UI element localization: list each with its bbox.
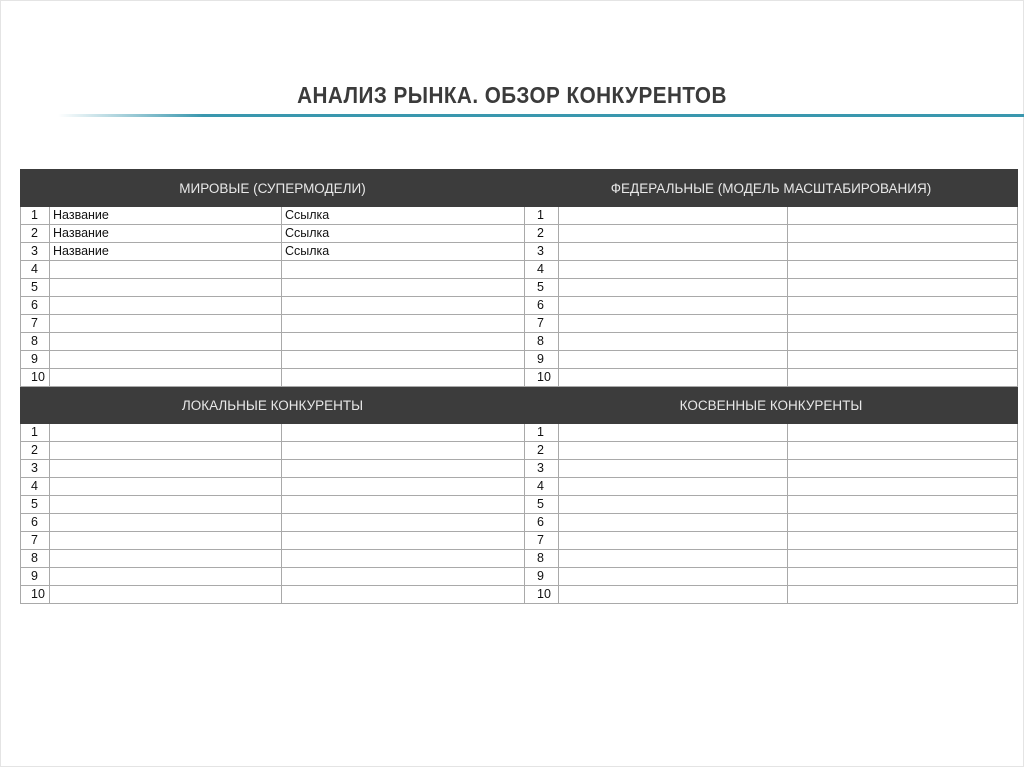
link-cell[interactable] bbox=[282, 351, 525, 369]
section-header-right: КОСВЕННЫЕ КОНКУРЕНТЫ bbox=[525, 387, 1018, 424]
name-cell[interactable] bbox=[559, 369, 788, 387]
name-cell[interactable]: Название bbox=[50, 243, 282, 261]
name-cell[interactable] bbox=[50, 315, 282, 333]
name-cell[interactable] bbox=[50, 532, 282, 550]
row-number: 4 bbox=[525, 261, 559, 279]
link-cell[interactable] bbox=[282, 568, 525, 586]
name-cell[interactable] bbox=[559, 532, 788, 550]
link-cell[interactable] bbox=[282, 442, 525, 460]
name-cell[interactable] bbox=[559, 207, 788, 225]
link-cell[interactable] bbox=[282, 532, 525, 550]
row-number: 7 bbox=[525, 532, 559, 550]
row-number: 10 bbox=[21, 369, 50, 387]
name-cell[interactable] bbox=[50, 369, 282, 387]
row-number: 8 bbox=[21, 550, 50, 568]
link-cell[interactable] bbox=[282, 496, 525, 514]
row-number: 9 bbox=[525, 351, 559, 369]
row-number: 7 bbox=[525, 315, 559, 333]
table-row bbox=[21, 442, 1018, 460]
row-number: 4 bbox=[21, 261, 50, 279]
name-cell[interactable] bbox=[559, 261, 788, 279]
link-cell[interactable] bbox=[788, 351, 1018, 369]
name-cell[interactable] bbox=[559, 568, 788, 586]
name-cell[interactable] bbox=[50, 478, 282, 496]
link-cell[interactable] bbox=[788, 333, 1018, 351]
link-cell[interactable] bbox=[788, 478, 1018, 496]
row-number: 4 bbox=[21, 478, 50, 496]
row-number: 6 bbox=[21, 514, 50, 532]
section-header-row bbox=[21, 387, 1018, 424]
table-row bbox=[21, 514, 1018, 532]
row-number: 2 bbox=[21, 225, 50, 243]
table-row bbox=[21, 315, 1018, 333]
table-row bbox=[21, 460, 1018, 478]
section-header-left: МИРОВЫЕ (СУПЕРМОДЕЛИ) bbox=[21, 170, 525, 207]
row-number: 3 bbox=[21, 243, 50, 261]
row-number: 10 bbox=[21, 586, 50, 604]
table-row bbox=[21, 225, 1018, 243]
link-cell[interactable] bbox=[282, 460, 525, 478]
row-number: 7 bbox=[21, 532, 50, 550]
row-number: 9 bbox=[21, 351, 50, 369]
name-cell[interactable] bbox=[559, 243, 788, 261]
link-cell[interactable] bbox=[282, 333, 525, 351]
name-cell[interactable] bbox=[559, 586, 788, 604]
name-cell[interactable] bbox=[50, 586, 282, 604]
name-cell[interactable] bbox=[50, 550, 282, 568]
link-cell[interactable] bbox=[282, 261, 525, 279]
row-number: 3 bbox=[525, 243, 559, 261]
table-row bbox=[21, 424, 1018, 442]
link-cell[interactable] bbox=[788, 369, 1018, 387]
row-number: 1 bbox=[525, 424, 559, 442]
row-number: 6 bbox=[21, 297, 50, 315]
row-number: 5 bbox=[525, 496, 559, 514]
link-cell[interactable] bbox=[788, 261, 1018, 279]
link-cell[interactable] bbox=[788, 424, 1018, 442]
row-number: 2 bbox=[525, 225, 559, 243]
link-cell[interactable] bbox=[282, 369, 525, 387]
link-cell[interactable] bbox=[282, 297, 525, 315]
table-row bbox=[21, 550, 1018, 568]
table-row bbox=[21, 207, 1018, 225]
table-row bbox=[21, 568, 1018, 586]
link-cell[interactable] bbox=[282, 279, 525, 297]
title-underline bbox=[58, 114, 1024, 117]
table-row bbox=[21, 279, 1018, 297]
name-cell[interactable] bbox=[50, 442, 282, 460]
link-cell[interactable] bbox=[282, 315, 525, 333]
link-cell[interactable] bbox=[282, 550, 525, 568]
row-number: 8 bbox=[21, 333, 50, 351]
table-row bbox=[21, 333, 1018, 351]
row-number: 2 bbox=[525, 442, 559, 460]
name-cell[interactable] bbox=[559, 225, 788, 243]
link-cell[interactable]: Ссылка bbox=[282, 225, 525, 243]
link-cell[interactable] bbox=[282, 514, 525, 532]
name-cell[interactable] bbox=[559, 279, 788, 297]
row-number: 5 bbox=[21, 279, 50, 297]
link-cell[interactable] bbox=[788, 279, 1018, 297]
link-cell[interactable] bbox=[788, 460, 1018, 478]
row-number: 6 bbox=[525, 297, 559, 315]
page-title: АНАЛИЗ РЫНКА. ОБЗОР КОНКУРЕНТОВ bbox=[297, 82, 727, 108]
table-row bbox=[21, 261, 1018, 279]
name-cell[interactable]: Название bbox=[50, 207, 282, 225]
name-cell[interactable] bbox=[559, 460, 788, 478]
link-cell[interactable] bbox=[282, 586, 525, 604]
row-number: 1 bbox=[21, 207, 50, 225]
name-cell[interactable] bbox=[50, 568, 282, 586]
link-cell[interactable] bbox=[788, 225, 1018, 243]
name-cell[interactable] bbox=[559, 514, 788, 532]
competitors-table bbox=[20, 169, 1018, 604]
table-row bbox=[21, 369, 1018, 387]
row-number: 9 bbox=[21, 568, 50, 586]
row-number: 1 bbox=[525, 207, 559, 225]
name-cell[interactable] bbox=[50, 261, 282, 279]
row-number: 3 bbox=[21, 460, 50, 478]
table-row bbox=[21, 351, 1018, 369]
table-row bbox=[21, 243, 1018, 261]
table-row bbox=[21, 586, 1018, 604]
row-number: 1 bbox=[21, 424, 50, 442]
name-cell[interactable] bbox=[50, 279, 282, 297]
row-number: 8 bbox=[525, 333, 559, 351]
row-number: 2 bbox=[21, 442, 50, 460]
name-cell[interactable] bbox=[559, 550, 788, 568]
link-cell[interactable] bbox=[788, 496, 1018, 514]
link-cell[interactable] bbox=[788, 568, 1018, 586]
link-cell[interactable]: Ссылка bbox=[282, 207, 525, 225]
name-cell[interactable] bbox=[50, 496, 282, 514]
table-row bbox=[21, 532, 1018, 550]
row-number: 10 bbox=[525, 369, 559, 387]
name-cell[interactable] bbox=[50, 351, 282, 369]
name-cell[interactable] bbox=[559, 351, 788, 369]
name-cell[interactable] bbox=[50, 460, 282, 478]
name-cell[interactable] bbox=[50, 297, 282, 315]
section-header-row bbox=[21, 170, 1018, 207]
table-row bbox=[21, 297, 1018, 315]
name-cell[interactable] bbox=[559, 333, 788, 351]
name-cell[interactable] bbox=[50, 333, 282, 351]
table-row bbox=[21, 496, 1018, 514]
link-cell[interactable] bbox=[788, 297, 1018, 315]
link-cell[interactable] bbox=[788, 532, 1018, 550]
link-cell[interactable] bbox=[282, 424, 525, 442]
name-cell[interactable] bbox=[559, 496, 788, 514]
row-number: 5 bbox=[21, 496, 50, 514]
link-cell[interactable] bbox=[788, 514, 1018, 532]
link-cell[interactable]: Ссылка bbox=[282, 243, 525, 261]
name-cell[interactable] bbox=[559, 478, 788, 496]
row-number: 4 bbox=[525, 478, 559, 496]
row-number: 5 bbox=[525, 279, 559, 297]
link-cell[interactable] bbox=[788, 550, 1018, 568]
name-cell[interactable] bbox=[559, 315, 788, 333]
row-number: 6 bbox=[525, 514, 559, 532]
table-row bbox=[21, 478, 1018, 496]
name-cell[interactable] bbox=[559, 442, 788, 460]
row-number: 9 bbox=[525, 568, 559, 586]
row-number: 8 bbox=[525, 550, 559, 568]
row-number: 10 bbox=[525, 586, 559, 604]
row-number: 7 bbox=[21, 315, 50, 333]
name-cell[interactable] bbox=[559, 424, 788, 442]
link-cell[interactable] bbox=[788, 442, 1018, 460]
row-number: 3 bbox=[525, 460, 559, 478]
section-header-right: ФЕДЕРАЛЬНЫЕ (МОДЕЛЬ МАСШТАБИРОВАНИЯ) bbox=[525, 170, 1018, 207]
link-cell[interactable] bbox=[282, 478, 525, 496]
name-cell[interactable] bbox=[50, 424, 282, 442]
name-cell[interactable] bbox=[559, 297, 788, 315]
link-cell[interactable] bbox=[788, 586, 1018, 604]
name-cell[interactable]: Название bbox=[50, 225, 282, 243]
link-cell[interactable] bbox=[788, 207, 1018, 225]
section-header-left: ЛОКАЛЬНЫЕ КОНКУРЕНТЫ bbox=[21, 387, 525, 424]
link-cell[interactable] bbox=[788, 243, 1018, 261]
name-cell[interactable] bbox=[50, 514, 282, 532]
link-cell[interactable] bbox=[788, 315, 1018, 333]
